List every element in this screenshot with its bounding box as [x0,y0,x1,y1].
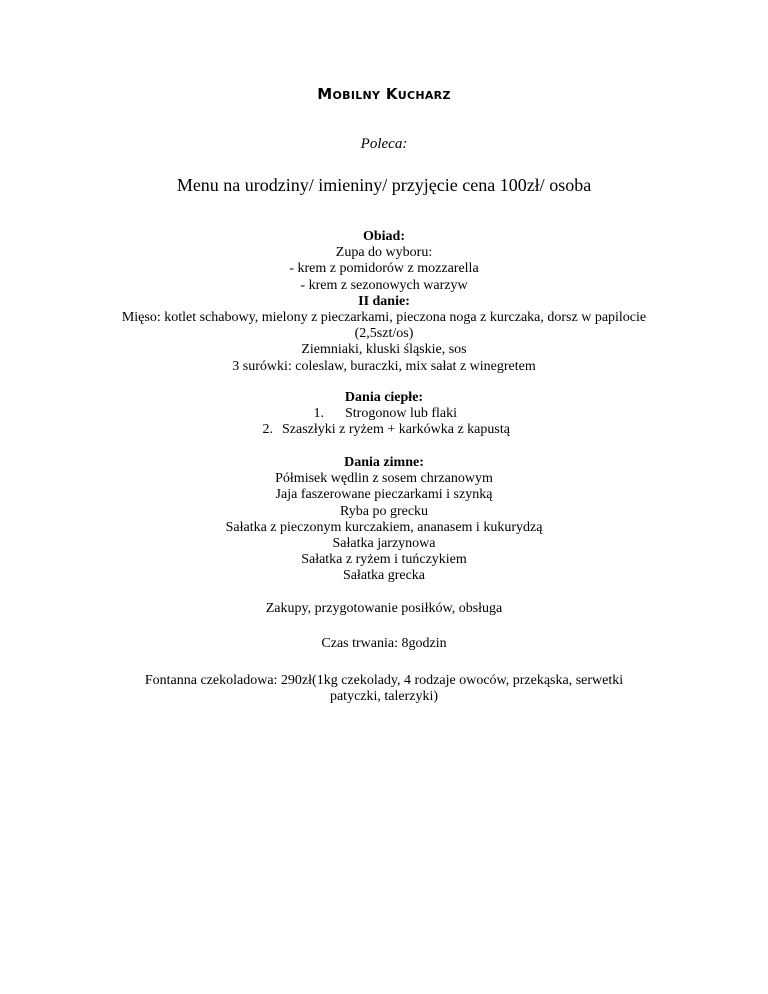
hot-dishes-heading: Dania ciepłe: [344,390,424,405]
cold-dishes-heading: Dania zimne: [344,455,424,470]
second-course-heading: II danie: [358,293,410,309]
services-line: Zakupy, przygotowanie posiłków, obsługa [265,601,503,616]
cold-dish-line: Jaja faszerowane pieczarkami i szynką [275,487,493,503]
fountain-line: Fontanna czekoladowa: 290zł(1kg czekolady, 4 rodzaje owoców, przekąska, serwetki [144,673,624,688]
services-text [0,601,768,617]
second-course-line: 3 surówki: coleslaw, buraczki, mix sałat z winegretem [232,358,536,374]
second-course-line: Mięso: kotlet schabowy, mielony z pieczarkami, pieczona noga z kurczaka, dorsz w papilocie [121,310,647,326]
fountain-line: patyczki, talerzyki) [329,689,439,705]
duration-text [0,636,768,652]
obiad-line: - krem z pomidorów z mozzarella [289,261,479,277]
menu-headline: Menu na urodziny/ imieniny/ przyjęcie cena 100zł/ osoba [176,175,592,195]
list-item [0,406,768,422]
page-subtitle: Poleca: [360,136,408,152]
cold-dish-line: Sałatka jarzynowa [332,536,436,552]
cold-dish-line: Sałatka z ryżem i tuńczykiem [301,552,467,568]
cold-dish-line: Sałatka grecka [342,568,425,584]
list-text: Strogonow lub flaki [345,406,457,421]
obiad-line: Zupa do wyboru: [335,245,433,261]
duration-line: Czas trwania: 8godzin [321,636,447,651]
obiad-heading: Obiad: [362,229,405,244]
cold-dish-line: Półmisek wędlin z sosem chrzanowym [275,471,493,487]
hot-dishes-section [0,390,768,406]
cold-dish-line: Ryba po grecku [339,503,429,519]
list-number: 2. [262,422,273,438]
hot-dishes-list [0,406,768,438]
list-number: 1. [313,406,324,421]
cold-dish-line: Sałatka z pieczonym kurczakiem, ananasem i kukurydzą [225,519,543,535]
second-course-line: Ziemniaki, kluski śląskie, sos [301,342,467,358]
obiad-section [0,229,768,375]
list-text: Szaszłyki z ryżem + karkówka z kapustą [282,422,510,438]
fountain-text [0,673,768,705]
cold-dishes-section [0,455,768,585]
obiad-line: - krem z sezonowych warzyw [300,277,468,293]
second-course-line: (2,5szt/os) [354,326,414,342]
list-item [0,422,768,438]
page-title: Mobilny Kucharz [317,85,451,103]
